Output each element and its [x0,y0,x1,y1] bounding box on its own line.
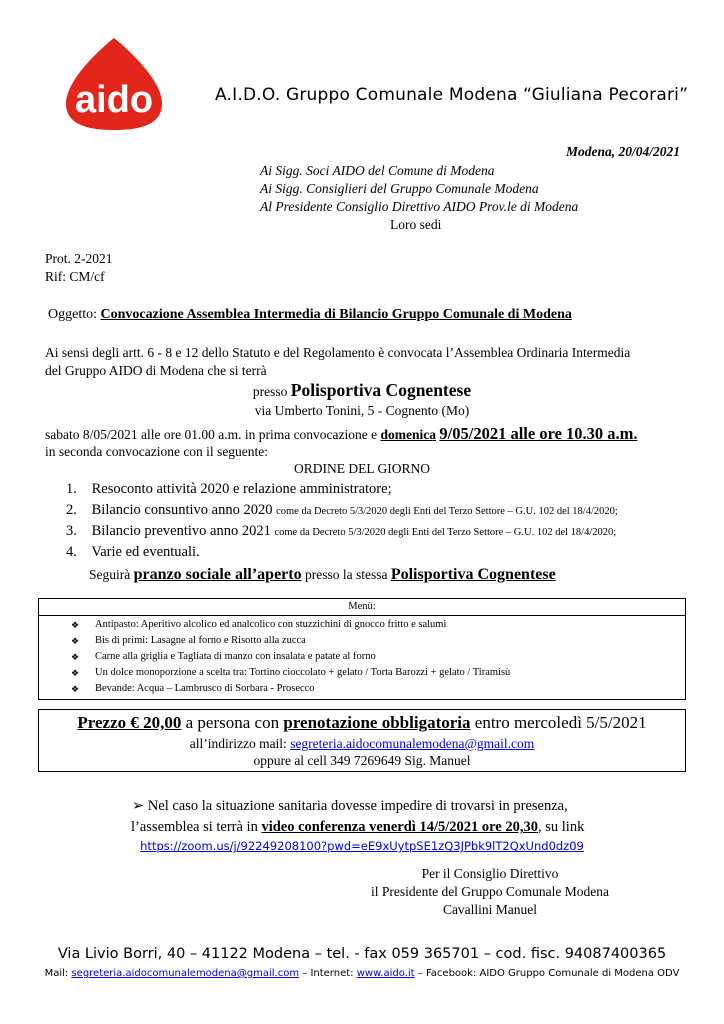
logo-drop-shape [62,36,166,132]
agenda-item [66,502,618,519]
organization-title: A.I.D.O. Gruppo Comunale Modena “Giuliana Pecorari” [215,85,689,105]
venue-address: via Umberto Tonini, 5 - Cognento (Mo) [254,403,470,418]
menu-item [39,665,685,681]
diamond-bullet-icon: ❖ [71,668,80,678]
reference: Rif: CM/cf [45,269,105,284]
lunch-mid: presso la stessa [304,567,388,582]
video-prefix: l’assemblea si terrà in [131,819,258,835]
video-tail: , su link [538,819,585,835]
signature-line-1: Per il Consiglio Direttivo [421,866,559,881]
booking-deadline: entro mercoledì 5/5/2021 [474,713,647,732]
addressee-3: Al Presidente Consiglio Direttivo AIDO Prov.le di Modena [260,199,579,214]
menu-item [39,649,685,665]
second-call-day: domenica [380,427,437,442]
agenda-text: Bilancio preventivo anno 2021 [91,523,271,539]
agenda-text: Bilancio consuntivo anno 2020 [91,502,273,518]
signature-name: Cavallini Manuel [442,902,538,917]
footer-address: Via Livio Borri, 40 – 41122 Modena – tel. - fax 059 365701 – cod. fisc. 94087400365 [57,946,667,962]
agenda-item [66,523,616,540]
video-conference-date: video conferenza venerdì 14/5/2021 ore 20,30 [261,819,538,835]
zoom-link-line [0,839,724,853]
diamond-bullet-icon: ❖ [71,636,80,646]
menu-title: Menù: [39,599,685,616]
menu-item [39,617,685,633]
menu-item [39,681,685,697]
second-call-time: 9/05/2021 alle ore 10.30 a.m. [439,424,638,443]
agenda-number: 4. [66,544,77,560]
price-amount: Prezzo € 20,00 [77,713,182,732]
phone-line: oppure al cell 349 7269649 Sig. Manuel [253,753,471,768]
letter-date: Modena, 20/04/2021 [565,144,680,159]
intro-line-1: Ai sensi degli artt. 6 - 8 e 12 dello Statuto e del Regolamento è convocata l’Assemblea Ordinaria Intermedia [45,345,631,360]
presso-label: presso [252,384,288,399]
venue-name: Polisportiva Cognentese [290,380,472,400]
lunch-bold: pranzo sociale all’aperto [133,566,302,583]
addressee-2: Ai Sigg. Consiglieri del Gruppo Comunale Modena [260,181,539,196]
agenda-note: come da Decreto 5/3/2020 degli Enti del Terzo Settore – G.U. 102 del 18/4/2020; [276,506,618,517]
arrow-bullet-icon: ➢ [132,798,145,814]
diamond-bullet-icon: ❖ [71,684,80,694]
lunch-line [89,566,556,584]
addressee-1: Ai Sigg. Soci AIDO del Comune di Modena [260,163,495,178]
agenda-title: ORDINE DEL GIORNO [294,461,430,476]
menu-item-text: Un dolce monoporzione a scelta tra: Tortino cioccolato + gelato / Torta Barozzi + gelato / Tiramisù [95,667,511,678]
diamond-bullet-icon: ❖ [71,620,80,630]
menu-item-text: Carne alla griglia e Tagliata di manzo con insalata e patate al forno [95,651,376,662]
agenda-number: 2. [66,502,77,518]
mail-label: all’indirizzo mail: [189,736,287,751]
agenda-number: 1. [66,481,77,497]
menu-item-text: Antipasto: Aperitivo alcolico ed analcolico con stuzzichini di gnocco fritto e salumi [95,619,447,630]
agenda-number: 3. [66,523,77,539]
subject-text: Convocazione Assemblea Intermedia di Bilancio Gruppo Comunale di Modena [100,307,572,322]
agenda-item [66,544,200,561]
venue-line [0,380,724,401]
footer-mail-label: Mail: [44,968,69,979]
booking-required: prenotazione obbligatoria [283,713,471,732]
booking-email-link[interactable]: segreteria.aidocomunalemodena@gmail.com [290,736,535,751]
video-text-1: Nel caso la situazione sanitaria dovesse impedire di trovarsi in presenza, [147,798,568,814]
intro-line-2: del Gruppo AIDO di Modena che si terrà [45,363,267,378]
lunch-venue: Polisportiva Cognentese [390,566,556,583]
menu-box [38,598,686,700]
footer-internet-label: – Internet: [302,968,354,979]
menu-item-text: Bevande: Acqua – Lambrusco di Sorbara - Prosecco [95,683,315,694]
menu-item [39,633,685,649]
diamond-bullet-icon: ❖ [71,652,80,662]
agenda-note: come da Decreto 5/3/2020 degli Enti del Terzo Settore – G.U. 102 del 18/4/2020; [274,527,617,538]
price-box [38,709,686,772]
footer-facebook: – Facebook: AIDO Gruppo Comunale di Modena ODV [417,968,680,979]
zoom-link[interactable]: https://zoom.us/j/92249208100?pwd=eE9xUytpSE1zQ3JPbk9lT2QxUnd0dz09 [140,839,584,853]
mail-line [39,736,685,752]
menu-item-text: Bis di primi: Lasagne al forno e Risotto alla zucca [95,635,306,646]
footer-website-link[interactable]: www.aido.it [356,968,415,979]
aido-logo [62,36,166,132]
video-line-2 [131,819,584,836]
subject-line [48,307,572,323]
footer-mail-link[interactable]: segreteria.aidocomunalemodena@gmail.com [71,968,300,979]
protocol-number: Prot. 2-2021 [45,251,113,266]
signature-line-2: il Presidente del Gruppo Comunale Modena [370,884,610,899]
video-line-1 [132,798,568,815]
loro-sedi: Loro sedi [390,217,442,232]
agenda-item [66,481,392,498]
price-mid: a persona con [185,713,280,732]
convocation-line [45,424,638,444]
footer-contacts [0,968,724,979]
first-call: sabato 8/05/2021 alle ore 01.00 a.m. in prima convocazione e [45,427,378,442]
second-call-tail: in seconda convocazione con il seguente: [45,444,269,459]
agenda-text: Varie ed eventuali. [91,544,200,560]
logo-text: aido [74,79,154,121]
subject-label: Oggetto: [48,307,97,322]
lunch-prefix: Seguirà [89,567,131,582]
agenda-text: Resoconto attività 2020 e relazione amministratore; [91,481,392,497]
price-line [39,713,685,733]
